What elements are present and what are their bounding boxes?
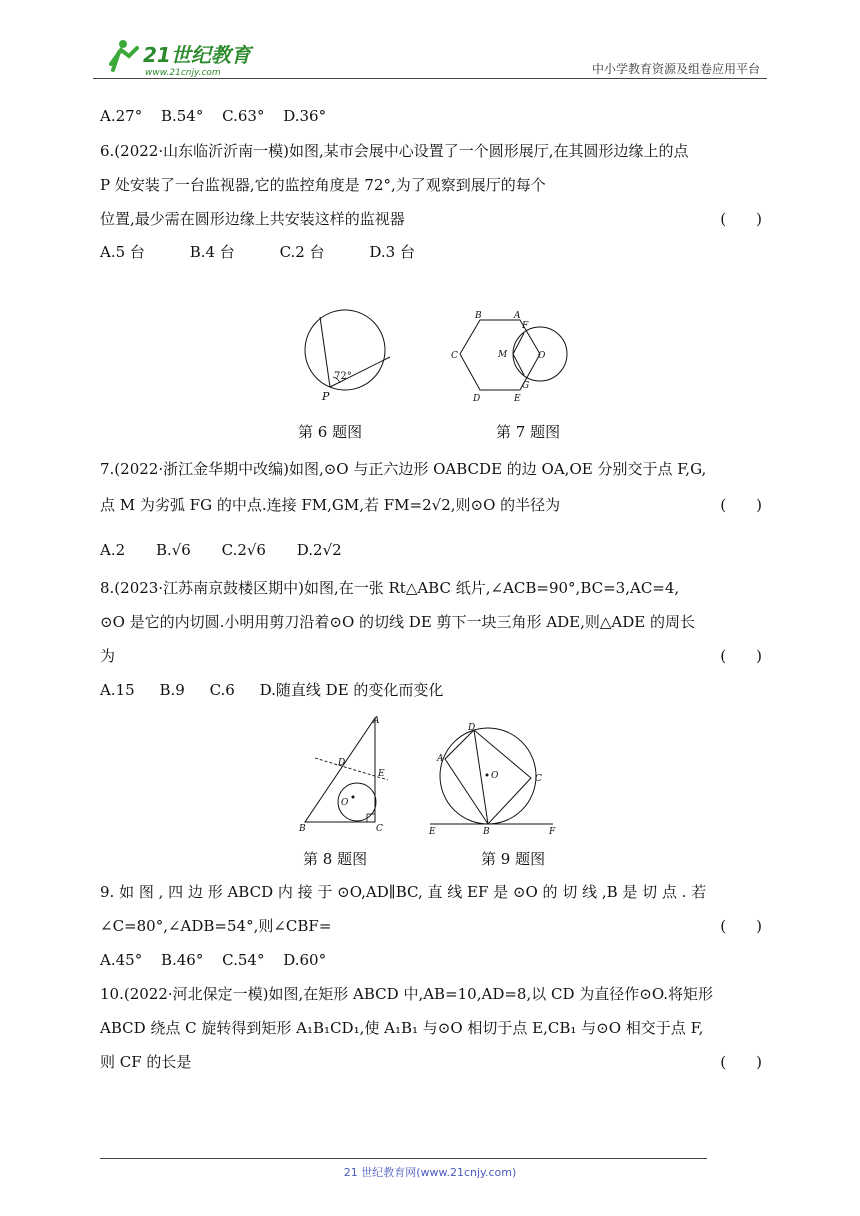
q7-line2 [100, 495, 762, 515]
q8-options [100, 680, 762, 700]
fig7-label-g: G [522, 381, 530, 391]
q5-option-c: C.63° [222, 107, 265, 125]
q8-line3-text: 为 [100, 647, 116, 665]
q8-option-c: C.6 [209, 681, 235, 699]
fig8-label-a: A [373, 716, 380, 726]
footer-text: 21 世纪教育网(www.21cnjy.com) [343, 1166, 517, 1179]
fig6-angle-label: 72° [334, 371, 352, 382]
q9-option-d: D.60° [283, 951, 327, 969]
q6-option-c: C.2 台 [279, 243, 325, 261]
q7-option-d: D.2√2 [296, 541, 342, 559]
q6-line3-text: 位置,最少需在圆形边缘上共安装这样的监视器 [100, 210, 405, 228]
figure-7-caption: 第 7 题图 [496, 423, 561, 441]
fig7-label-e: E [514, 394, 521, 404]
q8-option-b: B.9 [159, 681, 185, 699]
q8-line3 [100, 646, 762, 666]
q10-line2: ABCD 绕点 C 旋转得到矩形 A₁B₁CD₁,使 A₁B₁ 与⊙O 相切于点 E,CB₁ 与⊙O 相交于点 F, [100, 1019, 704, 1037]
q7-option-b: B.√6 [155, 541, 191, 559]
q10-line1: 10.(2022·河北保定一模)如图,在矩形 ABCD 中,AB=10,AD=8,以 CD 为直径作⊙O.将矩形 [100, 985, 714, 1003]
figure-9-circle [425, 717, 565, 839]
q9-line1: 9. 如 图 , 四 边 形 ABCD 内 接 于 ⊙O,AD∥BC, 直 线 EF 是 ⊙O 的 切 线 ,B 是 切 点 . 若 [100, 883, 707, 901]
q9-option-b: B.46° [160, 951, 204, 969]
q9-options [100, 950, 762, 970]
fig7-label-c: C [451, 351, 458, 361]
q5-option-a: A.27° [100, 107, 143, 125]
q8-option-d: D.随直线 DE 的变化而变化 [259, 681, 444, 699]
q9-line2 [100, 916, 762, 936]
figure-6-circle [300, 305, 410, 405]
q8-option-a: A.15 [100, 681, 135, 699]
fig7-label-b: B [475, 311, 482, 321]
fig7-label-a: A [514, 311, 521, 321]
q9-option-a: A.45° [100, 951, 143, 969]
logo-url: www.21cnjy.com [145, 68, 221, 78]
q5-option-d: D.36° [283, 107, 327, 125]
q10-answer-paren: ( ) [720, 1053, 762, 1071]
q9-option-c: C.54° [222, 951, 265, 969]
figure-6-caption: 第 6 题图 [298, 423, 363, 441]
q5-option-b: B.54° [160, 107, 204, 125]
fig7-label-f: F [522, 321, 529, 331]
q10-line3-text: 则 CF 的长是 [100, 1053, 192, 1071]
fig8-label-e: E [378, 769, 385, 779]
logo-text: 21世纪教育 [143, 43, 251, 67]
q9-answer-paren: ( ) [720, 917, 762, 935]
fig9-label-d: D [468, 723, 476, 733]
footer-divider [100, 1158, 707, 1159]
fig8-label-o: O [341, 798, 349, 808]
q8-line1: 8.(2023·江苏南京鼓楼区期中)如图,在一张 Rt△ABC 纸片,∠ACB=90°,BC=3,AC=4, [100, 579, 680, 597]
fig9-label-b: B [483, 827, 490, 837]
q6-options [100, 242, 762, 262]
q6-answer-paren: ( ) [720, 210, 762, 228]
fig7-label-m: M [498, 350, 508, 360]
q6-option-a: A.5 台 [100, 243, 145, 261]
fig8-label-b: B [299, 824, 306, 834]
q6-line2: P 处安装了一台监视器,它的监控角度是 72°,为了观察到展厅的每个 [100, 176, 546, 194]
fig7-label-d: D [473, 394, 481, 404]
fig9-label-f: F [549, 827, 556, 837]
fig8-label-c: C [376, 824, 383, 834]
q7-line2-text: 点 M 为劣弧 FG 的中点.连接 FM,GM,若 FM=2√2,则⊙O 的半径为 [100, 496, 561, 514]
q7-option-c: C.2√6 [221, 541, 266, 559]
q6-option-d: D.3 台 [369, 243, 415, 261]
fig9-label-e: E [429, 827, 436, 837]
fig9-label-o: O [491, 771, 499, 781]
q6-option-b: B.4 台 [189, 243, 235, 261]
figure-7-hexagon [448, 308, 573, 408]
figure-8-triangle [293, 710, 401, 838]
q6-line3 [100, 209, 762, 229]
q5-options [100, 106, 762, 126]
q8-answer-paren: ( ) [720, 647, 762, 665]
q7-line1: 7.(2022·浙江金华期中改编)如图,⊙O 与正六边形 OABCDE 的边 OA,OE 分别交于点 F,G, [100, 460, 707, 478]
header-divider [93, 78, 767, 79]
q7-answer-paren: ( ) [720, 496, 762, 514]
fig9-label-a: A [437, 754, 444, 764]
figure-8-caption: 第 8 题图 [303, 850, 368, 868]
q7-options [100, 540, 762, 560]
q6-line1: 6.(2022·山东临沂沂南一模)如图,某市会展中心设置了一个圆形展厅,在其圆形边缘上的点 [100, 142, 689, 160]
q9-line2-text: ∠C=80°,∠ADB=54°,则∠CBF= [100, 917, 332, 935]
figure-9-caption: 第 9 题图 [481, 850, 546, 868]
q7-option-a: A.2 [100, 541, 126, 559]
fig7-label-o: O [538, 351, 546, 361]
site-logo [93, 34, 263, 80]
header-platform-text: 中小学教育资源及组卷应用平台 [591, 62, 760, 76]
fig9-label-c: C [535, 774, 542, 784]
fig6-point-p: P [322, 390, 330, 403]
fig8-label-d: D [338, 758, 346, 768]
q8-line2: ⊙O 是它的内切圆.小明用剪刀沿着⊙O 的切线 DE 剪下一块三角形 ADE,则△ADE 的周长 [100, 613, 696, 631]
q10-line3 [100, 1052, 762, 1072]
